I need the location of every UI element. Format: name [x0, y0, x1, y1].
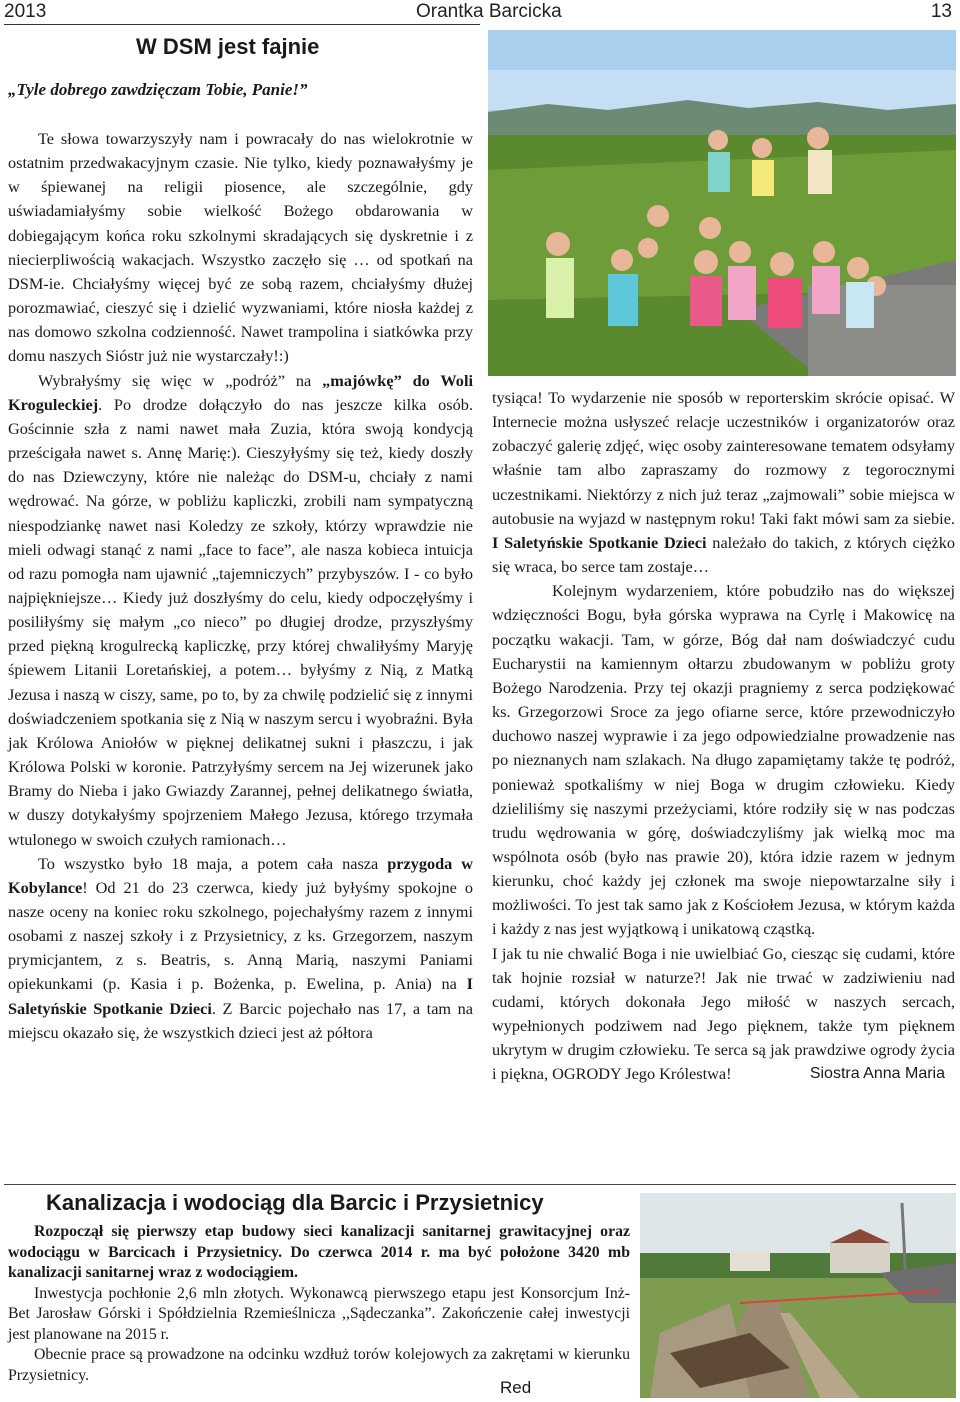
paragraph: I jak tu nie chwalić Boga i nie uwielbiać Go, ciesząc się cudami, które tak hojnie rozsiał w naturze?! Jak nie trwać w zadziwieniu nad cudami, których dokonała Jego miłość w naszych sercach, wypełnionych podziwem nad Jego pięknem, także tym pięknem ukrytym w drugim człowieku. Te serca są jak prawdziwe ogrody życia i piękna, OGRODY Jego Królestwa! Siostra Anna Maria	[492, 942, 955, 1087]
paragraph: Wybrałyśmy się więc w „podróż” na „majówkę” do Woli Kroguleckiej. Po drodze dołączyło do nas jeszcze kilka osób. Gościnnie szła z nami nawet mała Zuzia, która swoją kondycją prześcigała nawet s. Annę Marię:). Cieszyłyśmy się też, kiedy doszły do nas Dziewczyny, które nie należąc do DSM-u, chciały z nami wędrować. Na górze, w pobliżu kapliczki, zrobili nam sympatyczną niespodziankę nawet nasi Koledzy ze szkoły, którzy wprawdzie nie mieli odwagi stanąć z nami „face to face”, ale nasza kobieca intuicja od razu pomogła nam ujawnić „tajemniczych” przybyszów. I - co było najpiękniejsze… Kiedy już doszłyśmy do celu, kiedy odpoczęłyśmy i posiliłyśmy się małym „co nieco” po długiej drodze, przyszłyśmy przed piękną krogulrecką kapliczkę, przy której chwaliłyśmy Maryję śpiewem Litanii Loretańskiej, a potem… byłyśmy z Nią, z Matką Jezusa i naszą w ciszy, same, po to, by za chwilę podzielić się z innymi doświadczeniem spotkania się z Nią w naszym sercu i wyobraźni. Była jak Królowa Aniołów w pięknej delikatnej sukni i płaszczu, i jak Królowa Polski w koronie. Patrzyłyśmy sercem na Jej wizerunek jako Bramy do Nieba i jako Gwiazdy Zarannej, pełnej delikatnego światła, w duszy dotykałyśmy spojrzeniem Małego Jezusa, którego trzymała wtulonego w swoich czułych ramionach…	[8, 370, 473, 849]
article2-title: Kanalizacja i wodociąg dla Barcic i Przysietnicy	[46, 1190, 544, 1215]
article2-author: Red	[500, 1378, 532, 1397]
article-title: W DSM jest fajnie	[136, 34, 320, 59]
paragraph: Kolejnym wydarzeniem, które pobudziło nas do większej wdzięczności Bogu, była górska wyprawa na Cyrlę i Makowicę na początku wakacji. Tam, w górze, Bóg dał nam doświadczyć cudu Eucharystii na kamiennym ołtarzu zbudowanym w pobliżu groty Bożego Narodzenia. Przy tej okazji pragniemy z serca podziękować ks. Grzegorzowi Sroce za jego ofiarne serce, które przewodniczyło duchowo naszej wyprawie i za jego odpowiedzialne prowadzenie nas po nieznanych nam szlakach. Na długo zapamiętamy także tę podróż, ponieważ spotkaliśmy w niej Boga w drugim człowieku. Kiedy dzieliliśmy się naszymi przeżyciami, które rodziły się w nas podczas trudu wędrowania w górę, doświadczyliśmy jak wielką moc ma wspólnota osób (było nas prawie 20), która idzie razem w jednym kierunku, choć każdy jej członek ma swoje niepowtarzalne siły i możliwości. To jest tak samo jak z Kościołem Jezusa, w którym każda i każdy z nas jest wyjątkową i unikatową cząstką.	[492, 581, 955, 939]
header-rule	[4, 24, 480, 25]
header-page-number: 13	[930, 1, 952, 22]
article-column-left	[8, 127, 473, 1045]
article2-body	[8, 1222, 630, 1386]
header-magazine: Orantka Barcicka	[416, 1, 562, 22]
article-column-right	[492, 386, 955, 1087]
signature: Siostra Anna Maria	[809, 1065, 945, 1083]
paragraph: Obecnie prace są prowadzone na odcinku wzdłuż torów kolejowych za zakrętami w kierunku Przysietnicy.	[8, 1346, 630, 1384]
lead-paragraph: Rozpoczął się pierwszy etap budowy sieci kanalizacji sanitarnej grawitacyjnej oraz wodociągu w Barcicach i Przysietnicy. Do czerwca 2014 r. ma być położone 3420 mb kanalizacji sanitarnej wraz z wodociągiem.	[8, 1223, 630, 1281]
construction-photo	[640, 1193, 956, 1398]
paragraph: Inwestycja pochłonie 2,6 mln złotych. Wykonawcą pierwszego etapu jest Konsorcjum Inż-Bet Jarosław Górski i Spółdzielnia Rzemieślnicza ,,Sądeczanka”. Zakończenie całej inwestycji jest planowane na 2015 r.	[8, 1284, 630, 1343]
section-rule	[4, 1184, 956, 1185]
paragraph: Te słowa towarzyszyły nam i powracały do nas wielokrotnie w ostatnim przedwakacyjnym czasie. Nie tylko, kiedy poznawałyśmy je w śpiewanej na religii piosence, ale szczególnie, gdy uświadamiałyśmy sobie wielkość Bożego obdarowania w dobiegającym końca roku szkolnymi skradających się dyskretnie i z niecierpliwością wakacjach. Wszystko zaczęło się … od spotkań na DSM-ie. Chciałyśmy więcej być ze sobą razem, chciałyśmy dłużej porozmawiać, cieszyć się i dzielić wyzwaniami, które niosła każdej z nas domowo szkolna codzienność. Nawet trampolina i siatkówka przy domu naszych Sióstr już nie wystarczały!:)	[8, 129, 473, 366]
paragraph: To wszystko było 18 maja, a potem cała nasza przygoda w Kobylance! Od 21 do 23 czerwca, kiedy już byłyśmy spokojne o nasze oceny na koniec roku szkolnego, pojechałyśmy razem z innymi osobami z naszej szkoły i z Przysietnicy, z ks. Grzegorzem, naszym prymicjantem, z s. Beatris, s. Anną Marią, naszymi Paniami opiekunkami (p. Kasia i p. Bożenka, p. Ewelina, p. Ania) na I Saletyńskie Spotkanie Dzieci. Z Barcic pojechało nas 17, a tam na miejscu okazało się, że wszystkich dzieci jest aż półtora	[8, 853, 474, 1042]
paragraph: tysiąca! To wydarzenie nie sposób w reporterskim skrócie opisać. W Internecie można usłyszeć relacje uczestników i organizatorów oraz zobaczyć galerię zdjęć, więc osoby zainteresowane tematem odsyłamy właśnie tam albo zapraszamy do rozmowy z tegorocznymi uczestnikami. Niektórzy z nich już teraz „zajmowali” sobie miejsca w autobusie na wyjazd w następnym roku! Taki fakt mówi sam za siebie. I Saletyńskie Spotkanie Dzieci należało do takich, z których ciężko się wraca, bo serce tam zostaje…	[492, 388, 955, 577]
article-quote: „Tyle dobrego zawdzięczam Tobie, Panie!”	[8, 80, 308, 99]
header-year: 2013	[4, 1, 47, 22]
group-photo	[488, 30, 956, 376]
page-header	[0, 0, 960, 26]
